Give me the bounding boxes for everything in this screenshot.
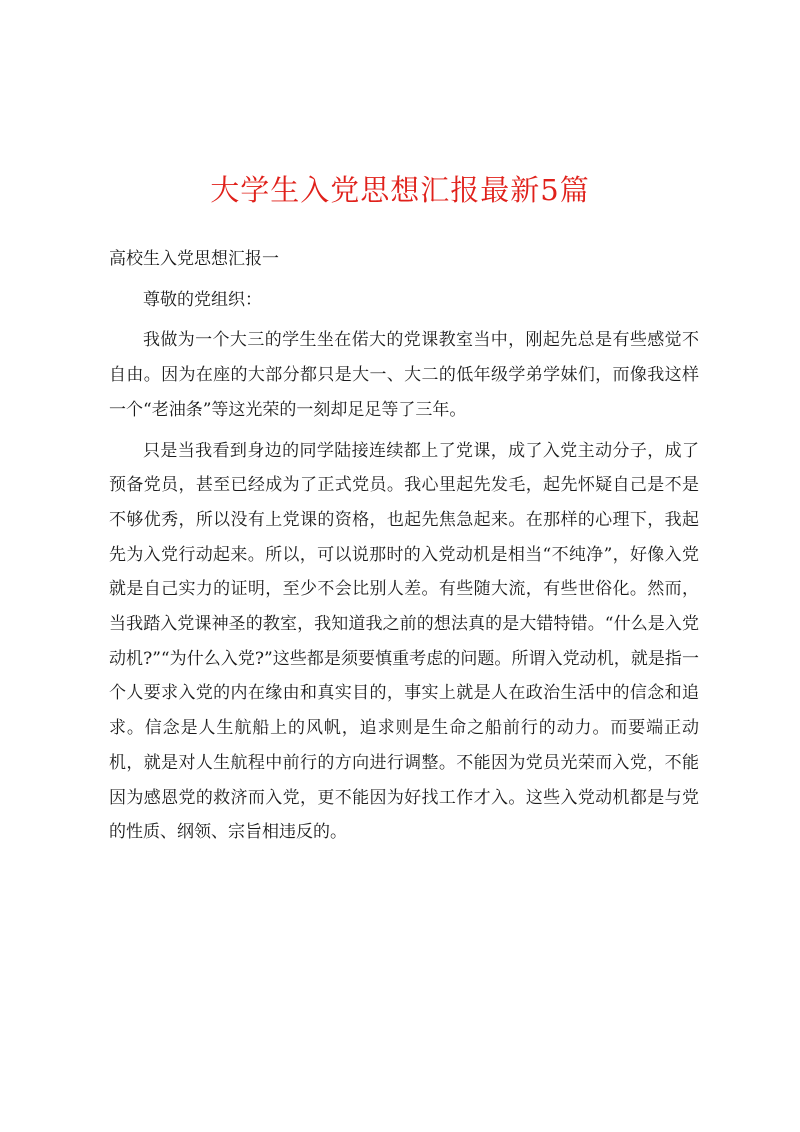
document-body	[109, 242, 699, 856]
section-heading: 高校生入党思想汇报一	[109, 249, 279, 269]
salutation: 尊敬的党组织：	[143, 289, 262, 310]
document-title: 大学生入党思想汇报最新5篇	[210, 173, 590, 207]
paragraph-2: 只是当我看到身边的同学陆接连续都上了党课，成了入党主动分子，成了预备党员，甚至已经成为了正式党员。我心里起先发毛，起先怀疑自己是不是不够优秀，所以没有上党课的资格，也起先焦急起来。在那样的心理下，我起先为入党行动起来。所以，可以说那时的入党动机是相当“不纯净”，好像入党就是自己实力的证明，至少不会比别人差。有些随大流，有些世俗化。然而，当我踏入党课神圣的教室，我知道我之前的想法真的是大错特错。“什么是入党动机?”“为什么入党?”这些都是须要慎重考虑的问题。所谓入党动机，就是指一个人要求入党的内在缘由和真实目的，事实上就是人在政治生活中的信念和追求。信念是人生航船上的风帆，追求则是生命之船前行的动力。而要端正动机，就是对人生航程中前行的方向进行调整。不能因为党员光荣而入党，不能因为感恩党的救济而入党，更不能因为好找工作才入。这些入党动机都是与党的性质、纲领、宗旨相违反的。	[109, 440, 699, 843]
paragraph-1: 我做为一个大三的学生坐在偌大的党课教室当中，刚起先总是有些感觉不自由。因为在座的大部分都只是大一、大二的低年级学弟学妹们，而像我这样一个“老油条”等这光荣的一刻却足足等了三年。	[109, 330, 699, 420]
